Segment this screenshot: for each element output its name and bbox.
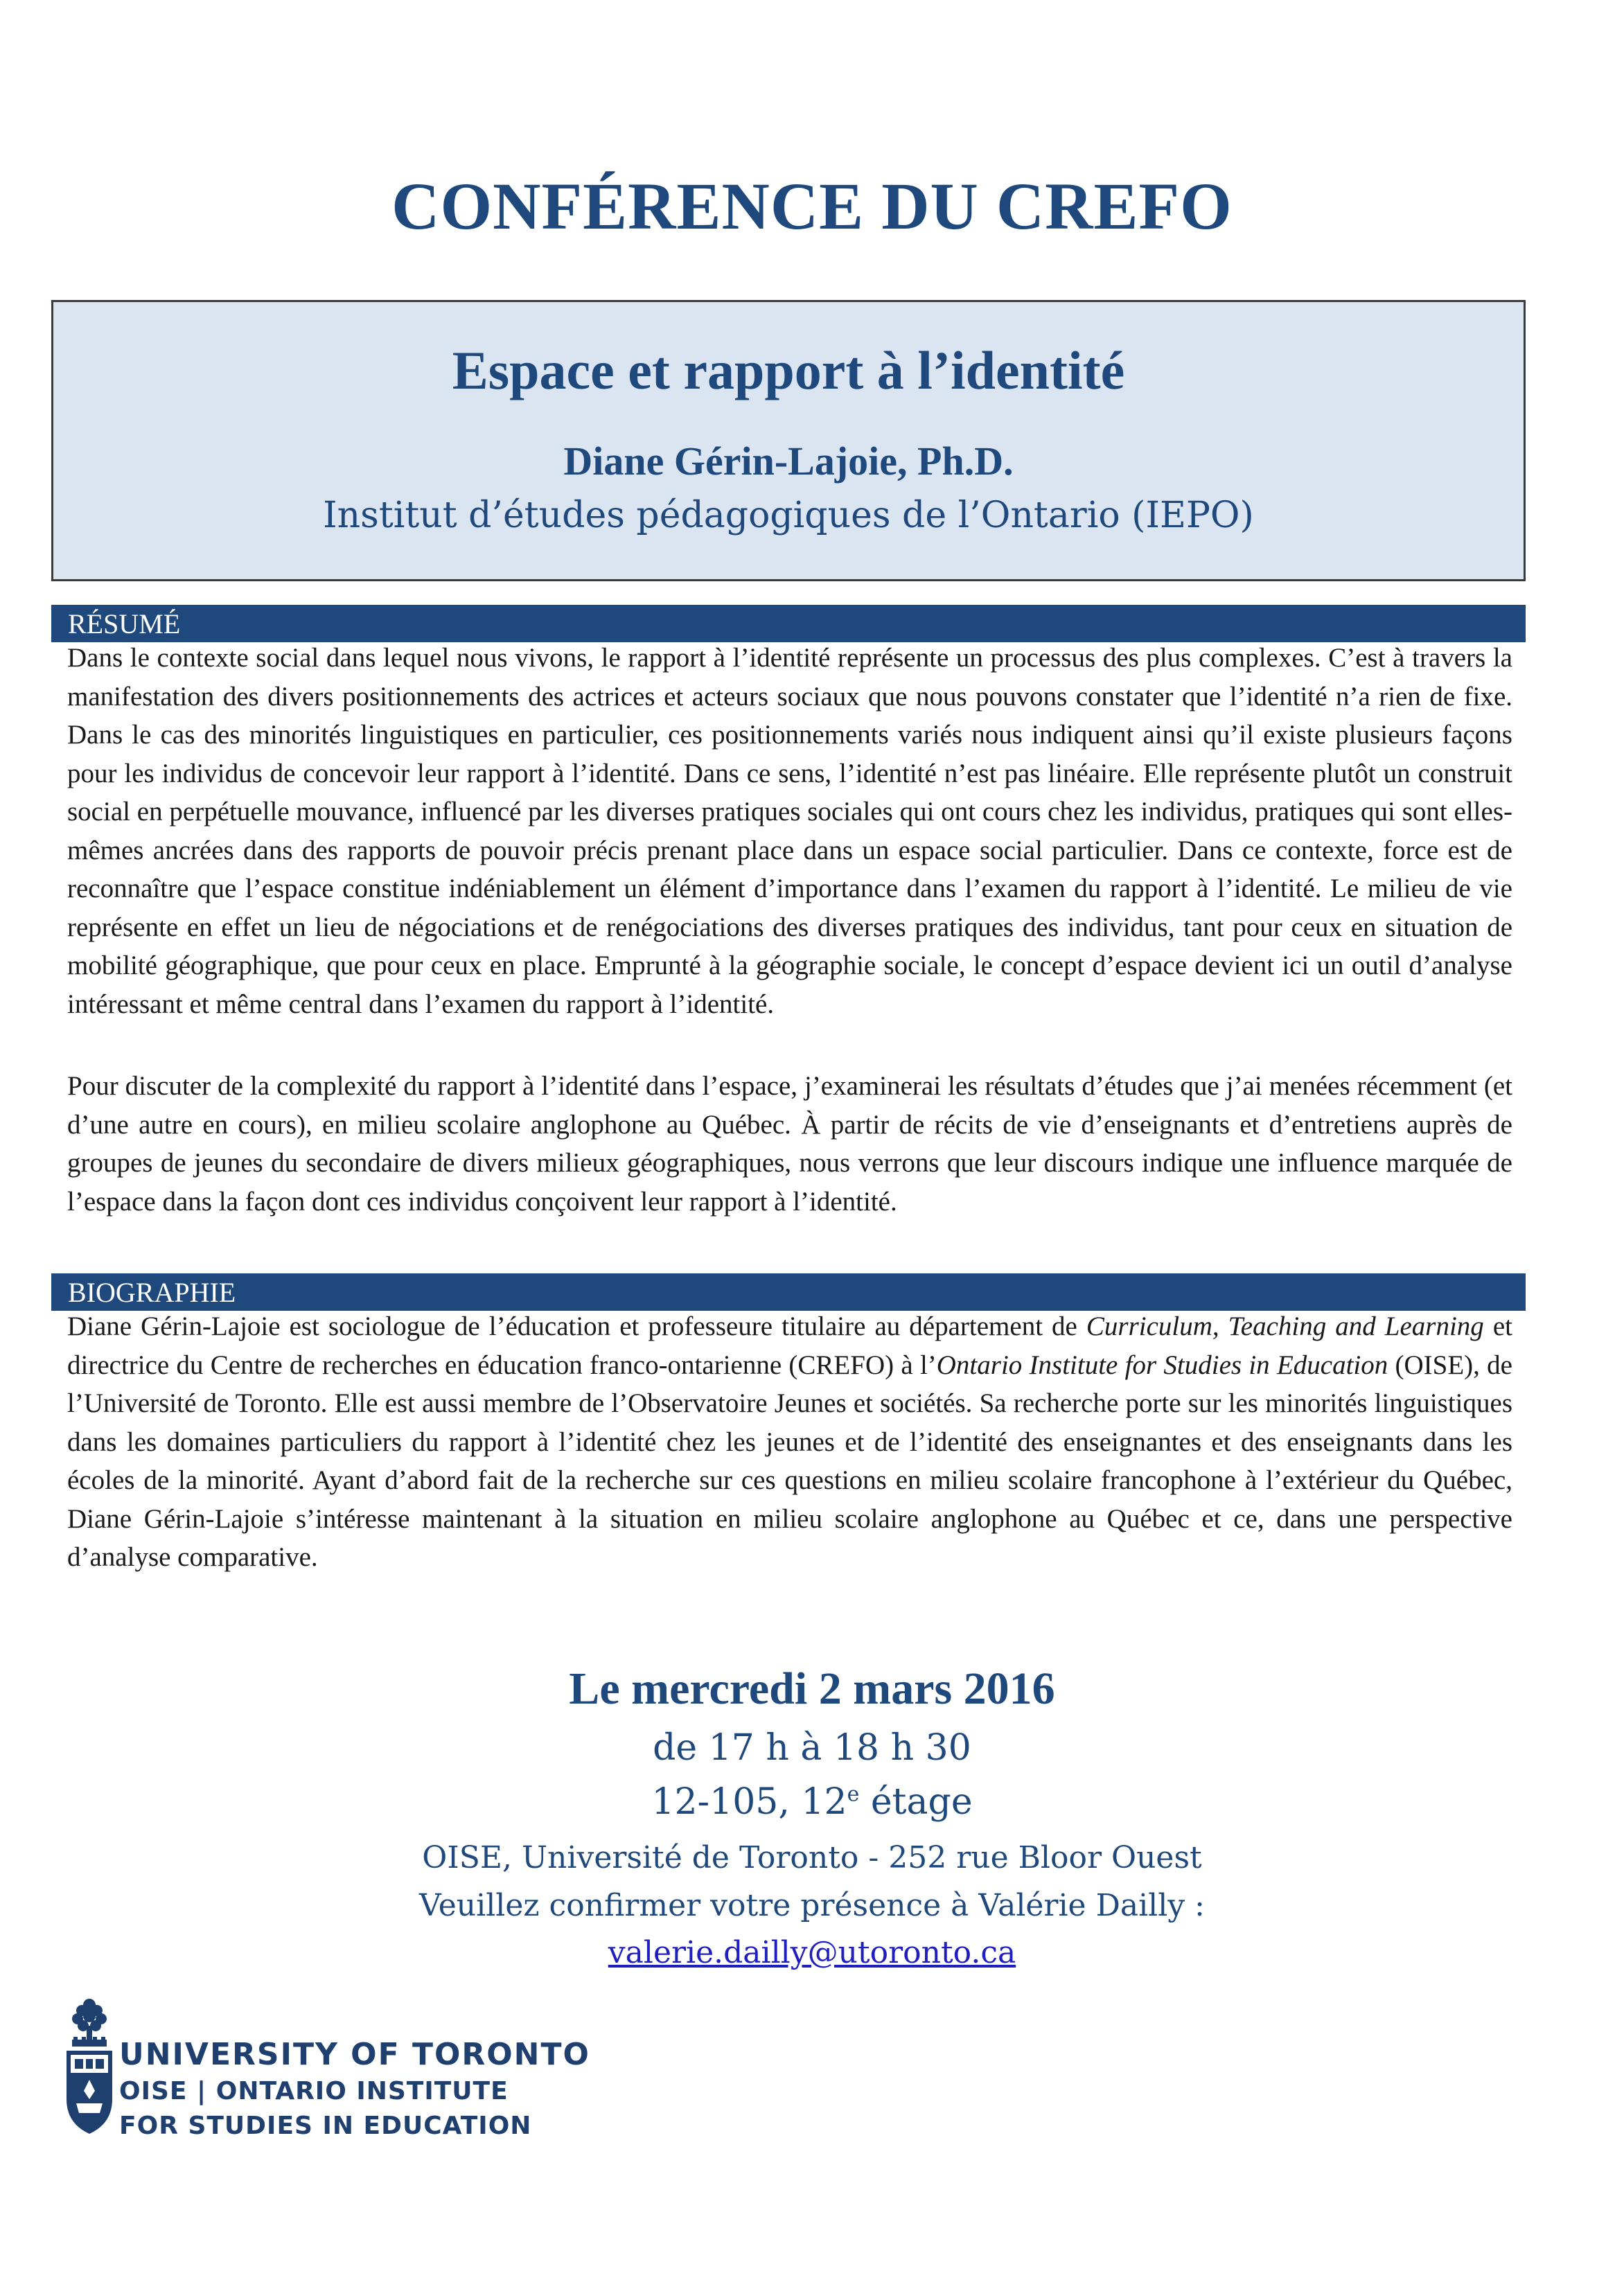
bio-italic-1: Curriculum, Teaching and Learning	[1086, 1311, 1484, 1341]
talk-title: Espace et rapport à l’identité	[452, 340, 1125, 400]
logo-line-oise: OISE | ONTARIO INSTITUTE	[119, 2077, 509, 2105]
speaker-name: Diane Gérin-Lajoie, Ph.D.	[563, 439, 1014, 484]
event-time: de 17 h à 18 h 30	[653, 1727, 971, 1769]
bio-italic-2: Ontario Institute for Studies in Education	[936, 1350, 1388, 1380]
email-link[interactable]: valerie.dailly@utoronto.ca	[608, 1935, 1016, 1970]
speaker-affiliation: Institut d’études pédagogiques de l’Ontario (IEPO)	[323, 495, 1254, 536]
room-prefix: 12-105, 12	[651, 1781, 847, 1823]
bio-text-2: et directrice du Centre de recherches en éducation franco-ontarienne (CREFO) à l’	[67, 1311, 1512, 1380]
event-date: Le mercredi 2 mars 2016	[569, 1663, 1055, 1714]
talk-info-box	[51, 300, 1526, 581]
university-logo	[62, 1995, 590, 2141]
logo-line-studies: FOR STUDIES IN EDUCATION	[119, 2112, 532, 2140]
event-room	[0, 1781, 1624, 1823]
bio-text-3: (OISE), de l’Université de Toronto. Elle est aussi membre de l’Observatoire Jeunes et sociétés. Sa recherche porte sur les minorités linguistiques dans les domaines particuliers du rapport à l’identité chez les jeunes et de l’identité des enseignantes et des enseignants dans les écoles de la minorité. Ayant d’abord fait de la recherche sur ces questions en milieu scolaire francophone à l’extérieur du Québec, Diane Gérin-Lajoie s’intéresse maintenant à la situation en milieu scolaire anglophone au Québec et ce, dans une perspective d’analyse comparative.	[67, 1350, 1512, 1572]
event-rsvp: Veuillez confirmer votre présence à Valérie Dailly :	[419, 1888, 1205, 1923]
biographie-paragraph	[67, 1307, 1512, 1577]
room-superscript: e	[847, 1782, 860, 1807]
event-email-line	[0, 1935, 1624, 1970]
resume-paragraph-2: Pour discuter de la complexité du rapport à l’identité dans l’espace, j’examinerai les résultats d’études que j’ai menées récemment (et d’une autre en cours), en milieu scolaire anglophone au Québec. À partir de récits de vie d’enseignants et d’entretiens auprès de groupes de jeunes du secondaire de divers milieux géographiques, nous verrons que leur discours indique une influence marquée de l’espace dans la façon dont ces individus conçoivent leur rapport à l’identité.	[67, 1071, 1512, 1217]
resume-paragraph-1: Dans le contexte social dans lequel nous vivons, le rapport à l’identité représente un processus des plus complexes. C’est à travers la manifestation des divers positionnements des actrices et acteurs sociaux que nous pouvons constater que l’identité n’a rien de fixe. Dans le cas des minorités linguistiques en particulier, ces positionnements variés nous indiquent ainsi qu’il existe plusieurs façons pour les individus de concevoir leur rapport à l’identité. Dans ce sens, l’identité n’est pas linéaire. Elle représente plutôt un construit social en perpétuelle mouvance, influencé par les diverses pratiques sociales qui ont cours chez les individus, pratiques qui sont elles-mêmes ancrées dans des rapports de pouvoir précis prenant place dans un espace social particulier. Dans ce contexte, force est de reconnaître que l’espace constitue indéniablement un élément d’importance dans l’examen du rapport à l’identité. Le milieu de vie représente en effet un lieu de négociations et de renégociations des diverses pratiques des individus, tant pour ceux en situation de mobilité géographique, que pour ceux en place. Emprunté à la géographie sociale, le concept d’espace devient ici un outil d’analyse intéressant et même central dans l’examen du rapport à l’identité.	[67, 643, 1512, 1019]
bio-text-1: Diane Gérin-Lajoie est sociologue de l’éducation et professeure titulaire au département de	[67, 1311, 1086, 1341]
page-title: CONFÉRENCE DU CREFO	[391, 169, 1233, 243]
resume-heading: RÉSUMÉ	[51, 605, 1526, 642]
event-venue: OISE, Université de Toronto - 252 rue Bloor Ouest	[422, 1840, 1202, 1875]
biographie-heading: BIOGRAPHIE	[51, 1273, 1526, 1311]
room-suffix: étage	[859, 1781, 973, 1823]
crest-icon	[62, 1995, 116, 2137]
logo-line-university: UNIVERSITY OF TORONTO	[119, 2037, 590, 2072]
